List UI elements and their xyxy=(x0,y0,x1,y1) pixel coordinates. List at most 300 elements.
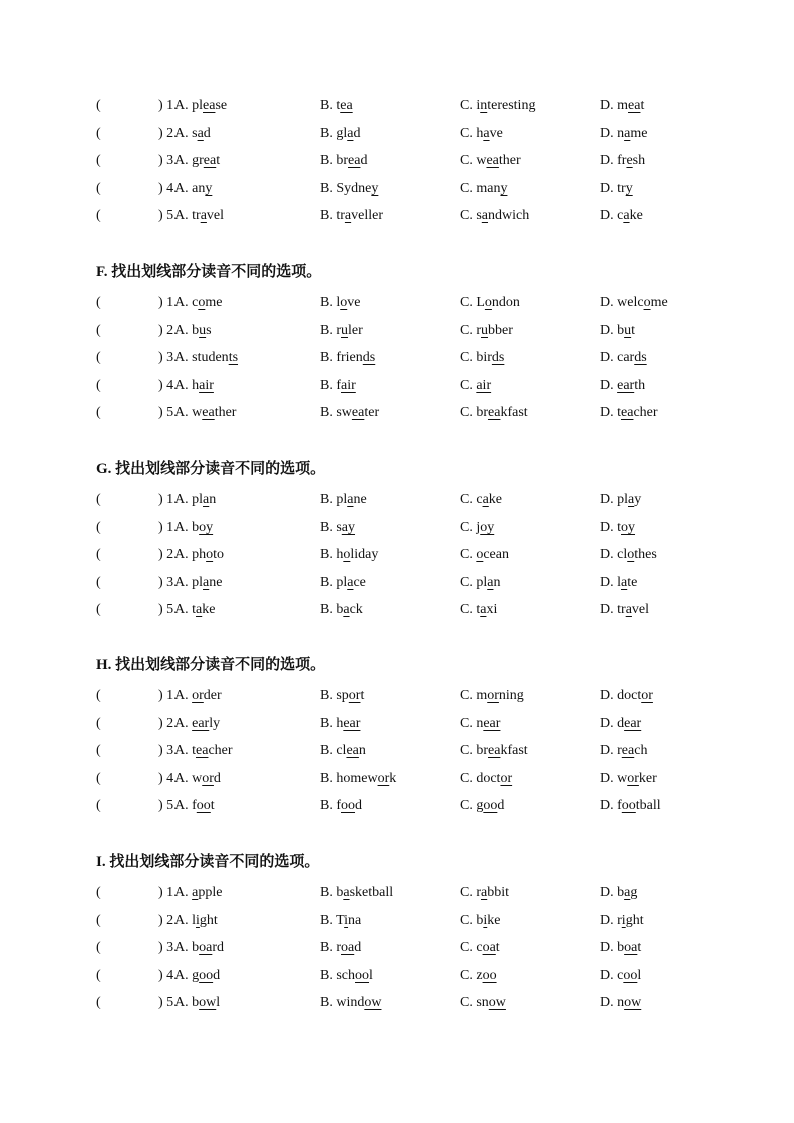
option-d xyxy=(600,599,649,621)
option-b xyxy=(320,123,360,145)
underlined-letters: i xyxy=(483,912,488,928)
word-part: d xyxy=(617,715,625,731)
question-row xyxy=(0,292,794,314)
option-d xyxy=(600,910,644,932)
word-part: ch xyxy=(634,743,648,759)
word-part: s xyxy=(206,322,212,338)
option-letter: C. xyxy=(460,770,473,786)
underlined-letters: u xyxy=(624,322,632,338)
option-c xyxy=(460,347,504,369)
word-part: T xyxy=(336,912,345,928)
question-number: ) 1. xyxy=(158,885,177,900)
option-letter: C. xyxy=(460,547,473,563)
question-row xyxy=(0,402,794,424)
question-number: ) 3. xyxy=(158,153,177,169)
underlined-letters: a xyxy=(343,885,350,900)
word-part: b xyxy=(617,885,625,900)
option-letter: C. xyxy=(460,98,473,113)
word-part: n xyxy=(493,574,501,590)
word-part: w xyxy=(192,770,203,786)
underlined-letters: ear xyxy=(343,715,361,731)
underlined-letters: ow xyxy=(364,995,382,1011)
question-row xyxy=(0,713,794,735)
option-d xyxy=(600,795,661,817)
word-part: g xyxy=(630,885,638,900)
underlined-letters: o xyxy=(343,547,351,563)
word-part: ve xyxy=(347,295,361,310)
option-letter: A. xyxy=(175,574,189,590)
word-part: sh xyxy=(632,153,646,169)
option-a xyxy=(175,740,233,762)
underlined-letters: oy xyxy=(199,519,214,535)
word-part: t xyxy=(216,153,221,169)
word-part: b xyxy=(192,519,200,535)
answer-blank-open[interactable]: ( xyxy=(96,995,101,1011)
question-number: ) 3. xyxy=(158,574,177,590)
option-letter: B. xyxy=(320,547,333,563)
underlined-letters: ear xyxy=(624,715,642,731)
option-letter: D. xyxy=(600,519,614,535)
word-part: i xyxy=(476,98,481,113)
option-a xyxy=(175,713,220,735)
option-a xyxy=(175,517,213,539)
word-part: d xyxy=(213,770,221,786)
word-part: c xyxy=(476,940,483,956)
word-part: br xyxy=(476,405,489,421)
underlined-letters: ea xyxy=(621,405,634,421)
option-c xyxy=(460,937,500,959)
word-part: wind xyxy=(336,995,365,1011)
option-a xyxy=(175,685,222,707)
option-c xyxy=(460,402,528,424)
answer-blank-open[interactable]: ( xyxy=(96,912,101,928)
option-letter: A. xyxy=(175,967,189,983)
word-part: ght xyxy=(199,912,218,928)
option-c xyxy=(460,768,512,790)
question-row xyxy=(0,882,794,904)
question-row xyxy=(0,205,794,227)
option-a xyxy=(175,95,227,117)
word-part: l xyxy=(216,995,221,1011)
word-part: pl xyxy=(476,574,488,590)
underlined-letters: ea xyxy=(486,153,499,169)
option-letter: C. xyxy=(460,798,473,814)
option-letter: D. xyxy=(600,125,614,141)
word-part: w xyxy=(476,153,487,169)
word-part: tr xyxy=(336,208,345,224)
word-part: L xyxy=(476,295,485,310)
option-letter: D. xyxy=(600,405,614,421)
underlined-letters: n xyxy=(480,98,488,113)
question-row xyxy=(0,768,794,790)
option-letter: C. xyxy=(460,574,473,590)
option-letter: A. xyxy=(175,547,189,563)
option-a xyxy=(175,375,214,397)
option-c xyxy=(460,320,513,342)
word-part: f xyxy=(617,798,622,814)
option-letter: A. xyxy=(175,715,189,731)
option-letter: A. xyxy=(175,798,189,814)
underlined-letters: e xyxy=(626,153,633,169)
question-number: ) 4. xyxy=(158,967,177,983)
option-c xyxy=(460,882,509,904)
word-part: ght xyxy=(625,912,644,928)
option-letter: D. xyxy=(600,967,614,983)
option-letter: B. xyxy=(320,153,333,169)
word-part: pl xyxy=(192,492,204,507)
word-part: to xyxy=(213,547,225,563)
option-b xyxy=(320,489,367,511)
word-part: s xyxy=(336,519,342,535)
word-part: vel xyxy=(206,208,225,224)
word-part: sp xyxy=(336,688,349,703)
option-letter: B. xyxy=(320,995,333,1011)
option-letter: B. xyxy=(320,885,333,900)
word-part: d xyxy=(497,798,505,814)
option-letter: C. xyxy=(460,688,473,703)
word-part: ke xyxy=(629,208,643,224)
answer-blank-open[interactable]: ( xyxy=(96,798,101,814)
word-part: man xyxy=(476,180,501,196)
underlined-letters: u xyxy=(481,322,489,338)
underlined-letters: or xyxy=(377,770,390,786)
underlined-letters: a xyxy=(621,574,628,590)
word-part: ph xyxy=(192,547,207,563)
word-part: b xyxy=(617,322,625,338)
word-part: r xyxy=(336,940,342,956)
underlined-letters: ea xyxy=(203,98,216,113)
option-d xyxy=(600,95,644,117)
option-d xyxy=(600,205,643,227)
option-b xyxy=(320,178,378,200)
answer-blank-open[interactable]: ( xyxy=(96,547,101,563)
option-b xyxy=(320,910,361,932)
option-letter: B. xyxy=(320,574,333,590)
word-part: car xyxy=(617,350,635,366)
word-part: sw xyxy=(336,405,352,421)
answer-blank-open[interactable]: ( xyxy=(96,350,101,366)
option-letter: A. xyxy=(175,940,189,956)
underlined-letters: i xyxy=(196,912,200,928)
option-letter: D. xyxy=(600,770,614,786)
option-letter: C. xyxy=(460,967,473,983)
word-part: homew xyxy=(336,770,378,786)
answer-blank-open[interactable]: ( xyxy=(96,885,101,900)
word-part: r xyxy=(617,912,622,928)
underlined-letters: o xyxy=(484,295,492,310)
word-part: tr xyxy=(617,180,626,196)
option-c xyxy=(460,95,535,117)
answer-blank-open[interactable]: ( xyxy=(96,715,101,731)
option-letter: B. xyxy=(320,180,333,196)
underlined-letters: a xyxy=(196,602,203,618)
word-part: ne xyxy=(209,574,223,590)
word-part: doct xyxy=(476,770,501,786)
underlined-letters: oa xyxy=(199,940,213,956)
question-row xyxy=(0,517,794,539)
word-part: s xyxy=(476,208,482,224)
word-part: t xyxy=(192,743,197,759)
answer-blank-open[interactable]: ( xyxy=(96,125,101,141)
word-part: l xyxy=(369,967,373,983)
option-letter: A. xyxy=(175,688,189,703)
answer-blank-open[interactable]: ( xyxy=(96,743,101,759)
option-b xyxy=(320,150,367,172)
word-part: se xyxy=(215,98,228,113)
answer-blank-open[interactable]: ( xyxy=(96,770,101,786)
option-d xyxy=(600,572,637,594)
word-part: t xyxy=(617,405,622,421)
option-b xyxy=(320,572,366,594)
answer-blank-open[interactable]: ( xyxy=(96,688,101,703)
answer-blank-open[interactable]: ( xyxy=(96,322,101,338)
word-part: t xyxy=(617,519,622,535)
underlined-letters: o xyxy=(643,295,651,310)
option-letter: D. xyxy=(600,295,614,310)
underlined-letters: ear xyxy=(192,715,210,731)
word-part: g xyxy=(476,798,484,814)
word-part: ker xyxy=(638,770,657,786)
option-letter: C. xyxy=(460,519,473,535)
option-a xyxy=(175,910,218,932)
word-part: c xyxy=(192,295,199,310)
option-d xyxy=(600,347,647,369)
answer-blank-open[interactable]: ( xyxy=(96,967,101,983)
option-letter: D. xyxy=(600,912,614,928)
word-part: b xyxy=(192,995,200,1011)
underlined-letters: o xyxy=(340,295,348,310)
word-part: d xyxy=(203,125,211,141)
word-part: ndwich xyxy=(488,208,530,224)
word-part: n xyxy=(617,995,625,1011)
option-a xyxy=(175,489,216,511)
word-part: br xyxy=(336,153,349,169)
word-part: cher xyxy=(633,405,658,421)
option-c xyxy=(460,910,500,932)
option-letter: D. xyxy=(600,180,614,196)
option-a xyxy=(175,320,212,342)
option-letter: C. xyxy=(460,492,473,507)
underlined-letters: y xyxy=(371,180,379,196)
question-number: ) 5. xyxy=(158,208,177,224)
underlined-letters: ds xyxy=(362,350,376,366)
underlined-letters: y xyxy=(625,180,633,196)
word-part: g xyxy=(192,967,200,983)
option-letter: A. xyxy=(175,519,189,535)
underlined-letters: ay xyxy=(341,519,356,535)
question-number: ) 2. xyxy=(158,322,177,338)
underlined-letters: ear xyxy=(617,377,635,393)
option-a xyxy=(175,572,222,594)
word-part: pl xyxy=(617,492,629,507)
option-letter: A. xyxy=(175,295,189,310)
option-letter: A. xyxy=(175,125,189,141)
word-part: m xyxy=(476,688,488,703)
underlined-letters: a xyxy=(628,492,635,507)
option-a xyxy=(175,205,224,227)
word-part: l xyxy=(637,967,642,983)
word-part: der xyxy=(203,688,222,703)
word-part: t xyxy=(637,940,642,956)
underlined-letters: oo xyxy=(621,798,636,814)
question-number: ) 3. xyxy=(158,743,177,759)
option-letter: D. xyxy=(600,995,614,1011)
question-number: ) 2. xyxy=(158,715,177,731)
option-d xyxy=(600,517,635,539)
word-part: m xyxy=(617,98,629,113)
option-c xyxy=(460,544,509,566)
option-b xyxy=(320,375,356,397)
question-row xyxy=(0,489,794,511)
option-letter: C. xyxy=(460,995,473,1011)
word-part: r xyxy=(336,322,342,338)
option-letter: A. xyxy=(175,995,189,1011)
option-letter: C. xyxy=(460,885,473,900)
underlined-letters: oy xyxy=(621,519,636,535)
underlined-letters: ts xyxy=(228,350,239,366)
word-part: k xyxy=(389,770,397,786)
option-letter: D. xyxy=(600,208,614,224)
answer-blank-open[interactable]: ( xyxy=(96,153,101,169)
word-part: l xyxy=(617,574,622,590)
option-letter: D. xyxy=(600,377,614,393)
option-a xyxy=(175,768,221,790)
option-c xyxy=(460,992,506,1014)
option-c xyxy=(460,375,491,397)
word-part: studen xyxy=(192,350,229,366)
word-part: c xyxy=(476,492,483,507)
option-c xyxy=(460,965,497,987)
word-part: pl xyxy=(192,98,204,113)
answer-blank-open[interactable]: ( xyxy=(96,940,101,956)
answer-blank-open[interactable]: ( xyxy=(96,602,101,618)
question-row xyxy=(0,123,794,145)
word-part: n xyxy=(209,492,217,507)
word-part: d xyxy=(213,967,221,983)
word-part: z xyxy=(476,967,483,983)
word-part: ter xyxy=(364,405,380,421)
underlined-letters: ow xyxy=(199,995,217,1011)
underlined-letters: oo xyxy=(355,967,370,983)
option-letter: A. xyxy=(175,770,189,786)
answer-blank-open[interactable]: ( xyxy=(96,180,101,196)
question-row xyxy=(0,95,794,117)
option-c xyxy=(460,517,494,539)
answer-blank-open[interactable]: ( xyxy=(96,377,101,393)
underlined-letters: a xyxy=(481,208,489,224)
answer-blank-open[interactable]: ( xyxy=(96,405,101,421)
option-c xyxy=(460,740,528,762)
underlined-letters: air xyxy=(341,377,356,393)
word-part: ly xyxy=(209,715,221,731)
underlined-letters: or xyxy=(500,770,513,786)
answer-blank-open[interactable]: ( xyxy=(96,208,101,224)
word-part: f xyxy=(192,798,197,814)
word-part: b xyxy=(192,940,200,956)
word-part: t xyxy=(476,602,481,618)
option-letter: A. xyxy=(175,743,189,759)
option-d xyxy=(600,740,647,762)
word-part: ler xyxy=(348,322,363,338)
option-letter: D. xyxy=(600,688,614,703)
word-part: th xyxy=(634,377,646,393)
question-number: ) 4. xyxy=(158,770,177,786)
word-part: bber xyxy=(488,322,513,338)
word-part: ne xyxy=(353,492,367,507)
answer-blank-open[interactable]: ( xyxy=(96,519,101,535)
option-b xyxy=(320,544,378,566)
word-part: doct xyxy=(617,688,642,703)
option-letter: C. xyxy=(460,940,473,956)
option-letter: C. xyxy=(460,602,473,618)
option-letter: C. xyxy=(460,295,473,310)
word-part: ning xyxy=(498,688,524,703)
option-b xyxy=(320,882,393,904)
option-letter: A. xyxy=(175,405,189,421)
option-b xyxy=(320,713,360,735)
option-b xyxy=(320,205,383,227)
word-part: ke xyxy=(487,912,501,928)
word-part: j xyxy=(476,519,481,535)
option-d xyxy=(600,713,641,735)
underlined-letters: oo xyxy=(623,967,638,983)
option-letter: D. xyxy=(600,350,614,366)
word-part: n xyxy=(617,125,625,141)
underlined-letters: a xyxy=(203,574,210,590)
word-part: te xyxy=(627,574,638,590)
word-part: r xyxy=(476,322,482,338)
question-number: ) 4. xyxy=(158,180,177,196)
answer-blank-open[interactable]: ( xyxy=(96,574,101,590)
option-letter: B. xyxy=(320,492,333,507)
word-part: cean xyxy=(483,547,509,563)
option-a xyxy=(175,937,224,959)
option-letter: C. xyxy=(460,350,473,366)
question-number: ) 5. xyxy=(158,602,177,618)
option-a xyxy=(175,965,220,987)
section-heading: F. 找出划线部分读音不同的选项。 xyxy=(96,264,322,280)
answer-blank-open[interactable]: ( xyxy=(96,492,101,507)
option-letter: D. xyxy=(600,940,614,956)
word-part: br xyxy=(476,743,489,759)
option-b xyxy=(320,292,360,314)
option-d xyxy=(600,882,637,904)
word-part: veller xyxy=(351,208,383,224)
word-part: kfast xyxy=(500,743,528,759)
underlined-letters: ea xyxy=(621,743,635,759)
option-b xyxy=(320,740,366,762)
underlined-letters: a xyxy=(487,574,494,590)
option-c xyxy=(460,123,503,145)
answer-blank-open[interactable]: ( xyxy=(96,98,101,113)
option-d xyxy=(600,123,647,145)
underlined-letters: ea xyxy=(346,743,359,759)
option-d xyxy=(600,178,633,200)
option-letter: B. xyxy=(320,519,333,535)
answer-blank-open[interactable]: ( xyxy=(96,295,101,310)
option-b xyxy=(320,402,379,424)
word-part: r xyxy=(617,743,622,759)
option-a xyxy=(175,150,220,172)
word-part: tr xyxy=(192,208,201,224)
question-row xyxy=(0,347,794,369)
option-letter: A. xyxy=(175,350,189,366)
underlined-letters: oo xyxy=(483,798,498,814)
underlined-letters: or xyxy=(192,688,204,703)
word-part: vel xyxy=(631,602,650,618)
option-c xyxy=(460,572,500,594)
word-part: sketball xyxy=(349,885,394,900)
